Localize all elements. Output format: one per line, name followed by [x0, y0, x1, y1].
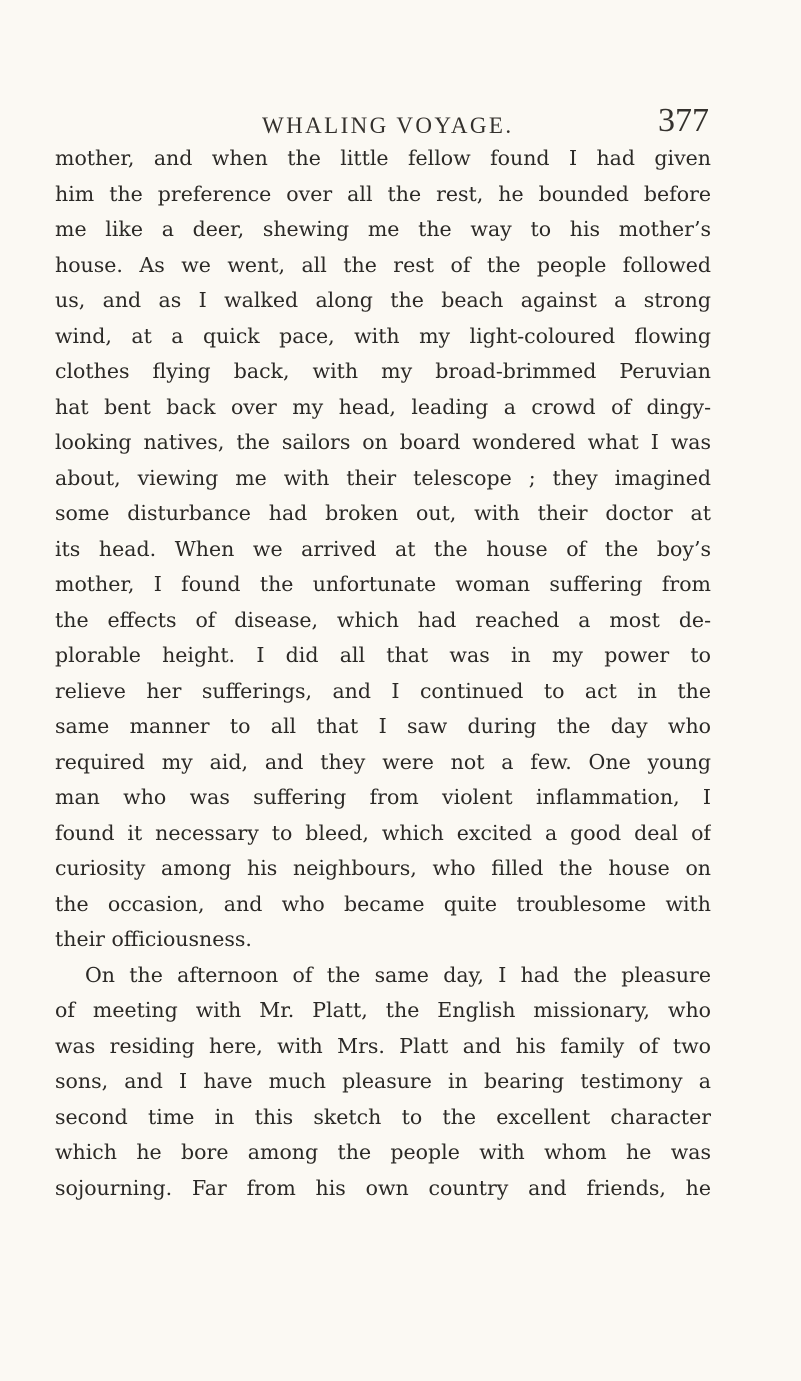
text-line: us, and as I walked along the beach against a strong: [55, 288, 711, 312]
text-line: mother, I found the unfortunate woman suffering from: [55, 572, 711, 596]
text-line: man who was suffering from violent inflammation, I: [55, 785, 711, 809]
text-line: the occasion, and who became quite troublesome with: [55, 891, 711, 916]
text-line: mother, and when the little fellow found I had given: [55, 146, 711, 170]
text-line: their officiousness.: [55, 927, 252, 951]
text-line: curiosity among his neighbours, who filled the house on: [55, 856, 711, 880]
page-text: [55, 141, 711, 1206]
text-line: plorable height. I did all that was in my power to: [55, 643, 711, 667]
text-line: hat bent back over my head, leading a crowd of dingy-: [55, 394, 711, 419]
text-line: the effects of disease, which had reached a most de-: [55, 607, 711, 632]
text-line: second time in this sketch to the excellent character: [55, 1104, 711, 1129]
text-line: of meeting with Mr. Platt, the English missionary, who: [55, 998, 711, 1022]
text-line: which he bore among the people with whom he was: [55, 1140, 711, 1164]
text-line: wind, at a quick pace, with my light-coloured flowing: [55, 323, 711, 348]
running-title: WHALING VOYAGE.: [262, 113, 514, 138]
text-line: found it necessary to bleed, which excited a good deal of: [55, 820, 711, 845]
text-line: relieve her sufferings, and I continued to act in the: [55, 678, 711, 703]
text-line: house. As we went, all the rest of the people followed: [55, 252, 711, 277]
text-line: its head. When we arrived at the house of the boy’s: [55, 536, 711, 561]
text-line: looking natives, the sailors on board wondered what I was: [55, 430, 711, 454]
page-number: 377: [658, 102, 709, 139]
text-line: sojourning. Far from his own country and friends, he: [55, 1175, 711, 1200]
text-line: required my aid, and they were not a few. One young: [55, 749, 711, 774]
paragraph-first-line: On the afternoon of the same day, I had the pleasure: [85, 962, 711, 987]
text-line: him the preference over all the rest, he bounded before: [55, 181, 711, 206]
text-line: same manner to all that I saw during the day who: [55, 714, 711, 738]
text-line: some disturbance had broken out, with their doctor at: [55, 501, 711, 525]
text-line: clothes flying back, with my broad-brimmed Peruvian: [55, 359, 711, 383]
text-line: sons, and I have much pleasure in bearing testimony a: [55, 1069, 711, 1093]
text-line: about, viewing me with their telescope ; they imagined: [55, 465, 711, 490]
text-line: was residing here, with Mrs. Platt and his family of two: [55, 1033, 711, 1058]
text-line: me like a deer, shewing me the way to his mother’s: [55, 217, 711, 241]
